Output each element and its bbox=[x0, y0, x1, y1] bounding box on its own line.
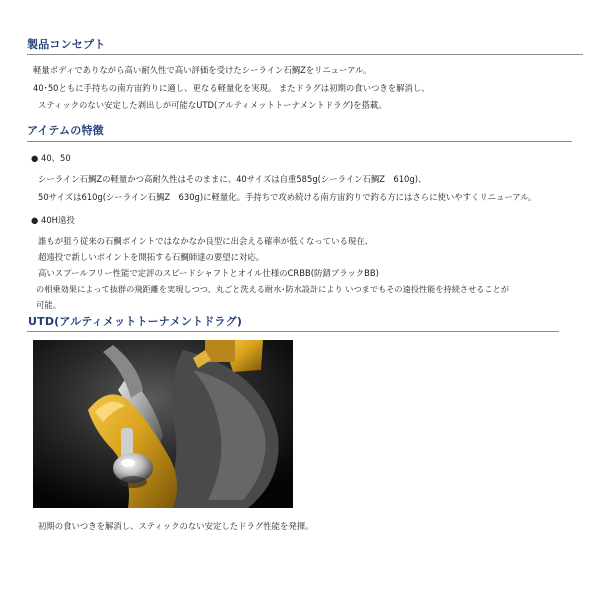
concept-line-1: 軽量ボディでありながら高い耐久性で高い評価を受けたシーライン石鯛Zをリニューアル。 bbox=[33, 65, 372, 75]
concept-line-2: 40･50ともに手持ちの南方宙釣りに適し、更なる軽量化を実現。 またドラグは初期の食いつきを解消し、 bbox=[33, 83, 430, 93]
reel-drag-illustration bbox=[33, 340, 293, 508]
feature-2-line-1: 誰もが狙う従来の石鯛ポイントではなかなか良型に出会える確率が低くなっている現在、 bbox=[38, 236, 373, 246]
feature-label-1: 40、50 bbox=[41, 153, 71, 163]
feature-2-line-5: 可能。 bbox=[36, 300, 62, 310]
feature-bullet-2: ● bbox=[31, 215, 39, 225]
drag-knob-photo bbox=[33, 340, 293, 508]
feature-label-2: 40H遠投 bbox=[41, 215, 75, 225]
concept-line-3: スティックのない安定した剥出しが可能なUTD(アルティメットトーナメントドラグ)を搭載。 bbox=[38, 100, 387, 110]
feature-1-line-2: 50サイズは610g(シーライン石鯛Z 630g)に軽量化。手持ちで攻め続ける南方宙釣りで釣る方にはさらに使いやすくリニューアル。 bbox=[38, 192, 537, 202]
utd-caption: 初期の食いつきを解消し、スティックのない安定したドラグ性能を発揮。 bbox=[38, 521, 314, 531]
concept-heading: 製品コンセプト bbox=[27, 38, 106, 51]
concept-divider bbox=[27, 54, 583, 55]
features-divider bbox=[27, 141, 572, 142]
utd-heading: UTD(アルティメットトーナメントドラグ) bbox=[28, 315, 243, 328]
feature-2-line-4: の相乗効果によって抜群の飛距離を実現しつつ、丸ごと洗える耐水･防水設計により いつまでもその遠投性能を持続させることが bbox=[36, 284, 510, 294]
feature-1-line-1: シーライン石鯛Zの軽量かつ高耐久性はそのままに、40サイズは自重585g(シーライン石鯛Z 610g)、 bbox=[38, 174, 427, 184]
features-heading: アイテムの特徴 bbox=[27, 124, 104, 137]
feature-2-line-3: 高いスプールフリー性能で定評のスピードシャフトとオイル仕様のCRBB(防錆ブラックBB) bbox=[38, 268, 379, 278]
feature-2-line-2: 超遠投で新しいポイントを開拓する石鯛師達の要望に対応。 bbox=[38, 252, 265, 262]
feature-bullet-1: ● bbox=[31, 153, 39, 163]
utd-divider bbox=[27, 331, 559, 332]
